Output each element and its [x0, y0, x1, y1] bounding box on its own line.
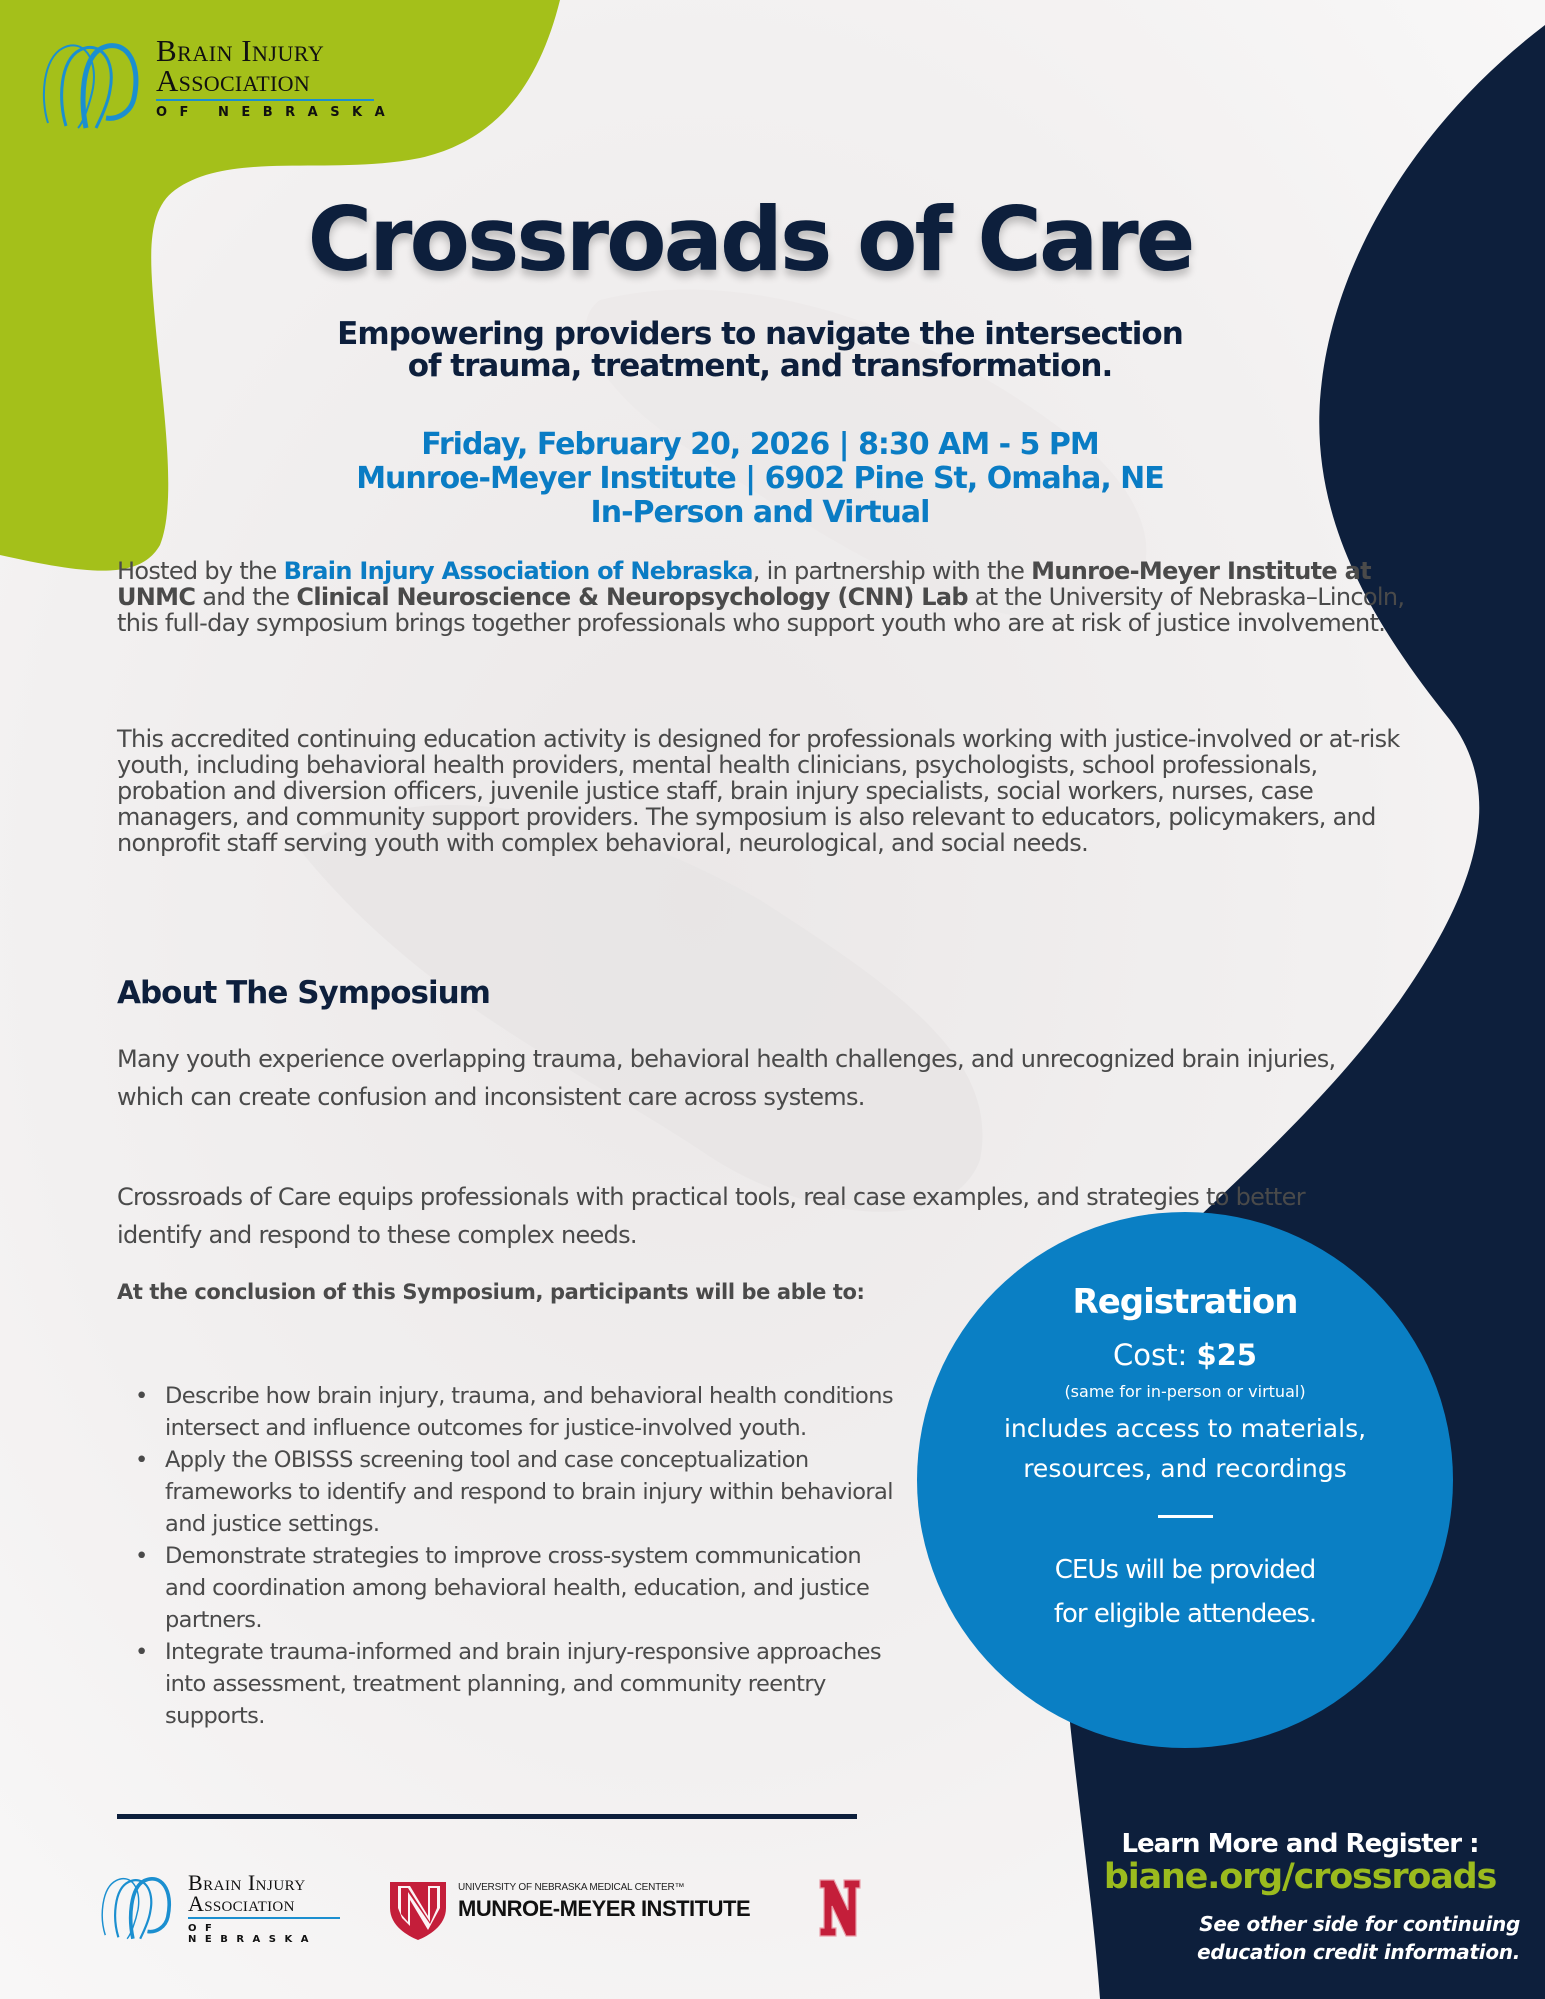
- objective-item: [117, 1540, 897, 1636]
- partner-logo-mmi: [388, 1878, 788, 1958]
- intro-text: , in partnership with the: [752, 557, 1032, 585]
- subtitle-line2: of trauma, treatment, and transformation.: [407, 348, 1113, 384]
- event-date: Friday, February 20, 2026: [421, 427, 830, 462]
- about-heading: About The Symposium: [117, 975, 490, 1011]
- ceu-line1: CEUs will be provided: [1054, 1555, 1316, 1585]
- registration-cost: [920, 1338, 1450, 1372]
- partner-logo-line3: OF NEBRASKA: [188, 1923, 317, 1945]
- head-profiles-icon: [98, 1866, 178, 1946]
- separator: |: [745, 461, 756, 496]
- event-format: In-Person and Virtual: [590, 495, 930, 530]
- page-title: Crossroads of Care: [307, 188, 1193, 291]
- objective-text: Demonstrate strategies to improve cross-system communication and coordination among behavioral health, education, and justice partners.: [165, 1543, 870, 1633]
- partner-mmi: Munroe-Meyer Institute at UNMC: [117, 557, 1371, 611]
- unmc-shield-icon: [388, 1878, 448, 1942]
- event-datetime-line: [180, 428, 1340, 462]
- org-logo-line2: Association: [156, 63, 311, 98]
- cost-label: Cost:: [1112, 1338, 1197, 1372]
- unl-n-icon: [818, 1878, 862, 1938]
- objective-text: Integrate trauma-informed and brain injury-responsive approaches into assessment, treatment planning, and community reentry supports.: [165, 1639, 882, 1729]
- includes-line2: resources, and recordings: [1023, 1454, 1347, 1483]
- partner-logo-rule: [188, 1917, 340, 1919]
- footer-note-line2: education credit information.: [1197, 1940, 1520, 1964]
- about-paragraph-2: Crossroads of Care equips professionals with practical tools, real case examples, and strategies to better identify and respond to these complex needs.: [117, 1183, 1305, 1249]
- separator: |: [838, 427, 849, 462]
- mmi-parent-name: UNIVERSITY OF NEBRASKA MEDICAL CENTER™: [458, 1882, 685, 1893]
- mmi-name: MUNROE-MEYER INSTITUTE: [458, 1896, 751, 1921]
- subtitle-line1: Empowering providers to navigate the intersection: [337, 316, 1183, 352]
- partner-logo-line2: Association: [188, 1891, 295, 1916]
- section-divider: [117, 1814, 857, 1819]
- registration-panel: [920, 1282, 1450, 1636]
- cost-note: (same for in-person or virtual): [1064, 1382, 1306, 1401]
- footer-note-line1: See other side for continuing: [1199, 1912, 1520, 1936]
- includes-line1: includes access to materials,: [1003, 1414, 1367, 1443]
- ceu-line2: for eligible attendees.: [1053, 1599, 1317, 1629]
- about-paragraph-1: Many youth experience overlapping trauma, behavioral health challenges, and unrecognized brain injuries, which can create confusion and inconsistent care across systems.: [117, 1045, 1336, 1111]
- objective-item: [117, 1380, 897, 1444]
- event-location-line: [180, 462, 1340, 496]
- event-venue: Munroe-Meyer Institute: [356, 461, 736, 496]
- host-name: Brain Injury Association of Nebraska: [283, 557, 753, 585]
- bullet-icon: •: [135, 1383, 148, 1409]
- event-address: 6902 Pine St, Omaha, NE: [764, 461, 1164, 496]
- head-profiles-icon: [38, 28, 148, 138]
- bullet-icon: •: [135, 1447, 148, 1473]
- intro-text: at the University of Nebraska–Lincoln, this full-day symposium brings together professionals who support youth who are at risk of justice involvement.: [117, 583, 1405, 637]
- intro-text: Hosted by the: [117, 557, 284, 585]
- partner-logo-bian: [98, 1866, 348, 1966]
- bullet-icon: •: [135, 1639, 148, 1665]
- registration-title: Registration: [1072, 1282, 1298, 1322]
- objective-text: Apply the OBISSS screening tool and case conceptualization frameworks to identify and respond to brain injury within behavioral and justice settings.: [165, 1447, 893, 1537]
- org-logo-line1: Brain Injury: [156, 33, 325, 68]
- org-logo-rule: [156, 99, 374, 101]
- org-logo: [38, 28, 408, 138]
- registration-rule: [1158, 1515, 1213, 1518]
- cost-value: $25: [1196, 1338, 1257, 1372]
- intro-paragraph-1: [117, 558, 1417, 636]
- partner-logo-text: [188, 1872, 348, 1945]
- unl-logo: [818, 1878, 862, 1938]
- event-info: [180, 428, 1340, 530]
- register-link[interactable]: biane.org/crossroads: [1103, 1857, 1497, 1897]
- objective-text: Describe how brain injury, trauma, and behavioral health conditions intersect and influence outcomes for justice-involved youth.: [165, 1383, 893, 1441]
- event-time: 8:30 AM - 5 PM: [858, 427, 1099, 462]
- intro-paragraph-2: This accredited continuing education activity is designed for professionals working with justice-involved or at-risk youth, including behavioral health providers, mental health clinicians, psychologists, school professionals, probation and diversion officers, juvenile justice staff, brain injury specialists, social workers, nurses, case managers, and community support providers. The symposium is also relevant to educators, policymakers, and nonprofit staff serving youth with complex behavioral, neurological, and social needs.: [117, 725, 1400, 857]
- partner-logo-line1: Brain Injury: [188, 1870, 306, 1895]
- footer-note: [1120, 1910, 1520, 1966]
- register-label: Learn More and Register :: [1121, 1829, 1479, 1859]
- intro-text: and the: [195, 583, 297, 611]
- objective-item: [117, 1636, 897, 1732]
- bullet-icon: •: [135, 1543, 148, 1569]
- register-cta: [1060, 1830, 1540, 1896]
- objectives-list: [117, 1380, 897, 1732]
- org-logo-line3: OF NEBRASKA: [156, 105, 398, 120]
- org-logo-text: [156, 33, 398, 120]
- partner-cnn-lab: Clinical Neuroscience & Neuropsychology (CNN) Lab: [296, 583, 968, 611]
- objectives-intro: At the conclusion of this Symposium, participants will be able to:: [117, 1280, 865, 1304]
- objective-item: [117, 1444, 897, 1540]
- page-subtitle: [180, 318, 1340, 382]
